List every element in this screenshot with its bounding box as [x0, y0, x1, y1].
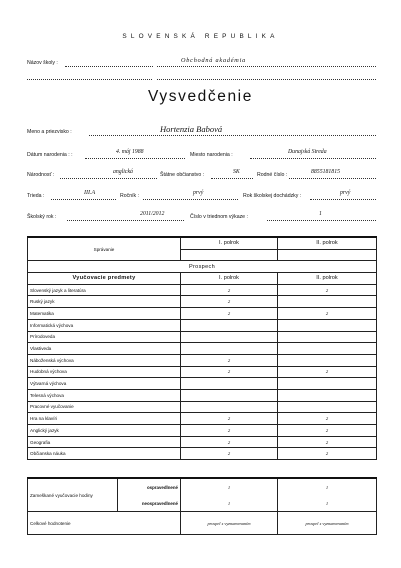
behavior-header-row	[28, 237, 377, 249]
subject-term1-grade	[181, 389, 278, 401]
subject-name: Prírodoveda	[28, 331, 181, 343]
subject-row	[28, 413, 377, 425]
birthplace-dots	[250, 158, 376, 159]
subject-name: Hra na klavíri	[28, 413, 181, 425]
subject-name: Anglický jazyk	[28, 425, 181, 437]
overall-label: Celkové hodnotenie	[28, 512, 181, 535]
subjects-term1-header: I. polrok	[181, 273, 278, 285]
subject-term1-grade	[181, 401, 278, 413]
excused-term2: 1	[278, 478, 377, 495]
subject-term1-grade	[181, 343, 278, 355]
subject-row	[28, 331, 377, 343]
subject-term2-grade	[278, 378, 377, 390]
subject-term1-grade	[181, 319, 278, 331]
birthno-label: Rodné číslo :	[257, 172, 288, 178]
subject-term1-grade: 2	[181, 413, 278, 425]
subjects-header: Vyučovacie predmety	[28, 273, 181, 285]
excused-row	[28, 478, 377, 495]
attendance-dots	[310, 199, 376, 200]
name-value: Hortenzia Babová	[160, 124, 223, 134]
attendance-label: Rok školskej dochádzky :	[243, 193, 302, 199]
grades-table	[27, 236, 377, 460]
absence-label: Zameškané vyučovacie hodiny	[28, 478, 118, 512]
subject-name: Vlastiveda	[28, 343, 181, 355]
schoolyear-dots	[67, 220, 184, 221]
subject-row	[28, 448, 377, 460]
subject-row	[28, 308, 377, 320]
subject-row	[28, 366, 377, 378]
subject-term1-grade: 2	[181, 436, 278, 448]
behavior-term2	[278, 249, 377, 261]
class-dots	[51, 199, 116, 200]
subject-name: Slovenský jazyk a literatúra	[28, 284, 181, 296]
subjects-header-row	[28, 273, 377, 285]
class-label: Trieda :	[27, 193, 45, 199]
subject-row	[28, 401, 377, 413]
subject-term2-grade: 2	[278, 413, 377, 425]
subject-term1-grade: 2	[181, 448, 278, 460]
subject-row	[28, 343, 377, 355]
subject-name: Ruský jazyk	[28, 296, 181, 308]
subject-term2-grade: 2	[278, 425, 377, 437]
birthno-dots	[289, 178, 376, 179]
subject-term1-grade: 2	[181, 425, 278, 437]
nationality-dots	[60, 178, 157, 179]
grade-dots	[143, 199, 238, 200]
subject-row	[28, 378, 377, 390]
dob-value: 4. máj 1988	[116, 149, 144, 155]
subject-term1-grade	[181, 331, 278, 343]
subject-row	[28, 389, 377, 401]
overall-term2: prospel s vyznamenaním	[278, 512, 377, 535]
subject-term2-grade	[278, 354, 377, 366]
absence-table	[27, 477, 377, 535]
grade-label: Ročník :	[120, 193, 140, 199]
subject-term2-grade	[278, 331, 377, 343]
dob-dots	[85, 158, 185, 159]
subject-term1-grade: 2	[181, 366, 278, 378]
school-line2-b	[157, 79, 376, 80]
school-line2-a	[27, 79, 152, 80]
unexcused-term1: 1	[181, 495, 278, 511]
overall-term1: prospel s vyznamenaním	[181, 512, 278, 535]
birthplace-value: Dunajská Streda	[288, 149, 327, 155]
progress-label: Prospech	[28, 261, 377, 273]
subject-term2-grade: 2	[278, 308, 377, 320]
school-value: Obchodná akadémia	[181, 57, 246, 64]
name-label: Meno a priezvisko :	[27, 129, 72, 135]
subjects-term2-header: II. polrok	[278, 273, 377, 285]
behavior-label: Správanie	[28, 237, 181, 261]
subject-term2-grade: 2	[278, 366, 377, 378]
subject-term2-grade	[278, 401, 377, 413]
subject-name: Informatická výchova	[28, 319, 181, 331]
subject-name: Pracovné vyučovanie	[28, 401, 181, 413]
subject-term2-grade	[278, 389, 377, 401]
citizenship-label: Štátne občianstvo :	[160, 172, 205, 178]
excused-term1: 1	[181, 478, 278, 495]
subject-row	[28, 436, 377, 448]
subject-term1-grade	[181, 378, 278, 390]
register-value: 1	[319, 211, 322, 217]
subject-row	[28, 319, 377, 331]
name-dots	[89, 135, 376, 136]
excused-label: ospravedlnené	[118, 478, 181, 495]
subject-term2-grade: 2	[278, 284, 377, 296]
subject-name: Matematika	[28, 308, 181, 320]
subject-term1-grade: 2	[181, 284, 278, 296]
subject-name: Výtvarná výchova	[28, 378, 181, 390]
subject-term1-grade: 2	[181, 354, 278, 366]
progress-row	[28, 261, 377, 273]
school-dots-b	[157, 66, 376, 67]
subject-term2-grade	[278, 343, 377, 355]
subject-name: Náboženská výchova	[28, 354, 181, 366]
subject-row	[28, 425, 377, 437]
term1-header: I. polrok	[181, 237, 278, 249]
school-label: Názov školy :	[27, 60, 58, 66]
birthplace-label: Miesto narodenia :	[190, 152, 233, 158]
certificate-title: Vysvedčenie	[148, 88, 253, 105]
subject-term1-grade: 2	[181, 308, 278, 320]
subject-name: Geografia	[28, 436, 181, 448]
nationality-label: Národnosť :	[27, 172, 55, 178]
class-value: III.A	[84, 190, 96, 196]
subject-term2-grade	[278, 319, 377, 331]
subject-term2-grade: 2	[278, 448, 377, 460]
citizenship-dots	[211, 178, 253, 179]
subject-term2-grade	[278, 296, 377, 308]
citizenship-value: SK	[233, 169, 240, 175]
nationality-value: anglická	[113, 169, 133, 175]
subject-term2-grade: 2	[278, 436, 377, 448]
subject-row	[28, 296, 377, 308]
subject-name: Hudobná výchova	[28, 366, 181, 378]
subject-name: Občianska náuka	[28, 448, 181, 460]
grade-value: prvý	[193, 190, 204, 196]
unexcused-label: neospravedlnené	[118, 495, 181, 511]
overall-row	[28, 512, 377, 535]
behavior-term1	[181, 249, 278, 261]
unexcused-term2: 1	[278, 495, 377, 511]
schoolyear-label: Školský rok :	[27, 214, 57, 220]
term2-header: II. polrok	[278, 237, 377, 249]
subject-rows	[28, 284, 377, 459]
birthno-value: 8855181815	[311, 169, 340, 175]
dob-label: Dátum narodenia : :	[27, 152, 73, 158]
attendance-value: prvý	[340, 190, 351, 196]
subject-term1-grade: 2	[181, 296, 278, 308]
subject-row	[28, 284, 377, 296]
subject-name: Telesná výchova	[28, 389, 181, 401]
subject-row	[28, 354, 377, 366]
school-dots-a	[65, 66, 153, 67]
country-heading: SLOVENSKÁ REPUBLIKA	[122, 33, 279, 40]
register-label: Číslo v triednom výkaze :	[190, 214, 248, 220]
schoolyear-value: 2011/2012	[140, 211, 165, 217]
register-dots	[267, 220, 376, 221]
